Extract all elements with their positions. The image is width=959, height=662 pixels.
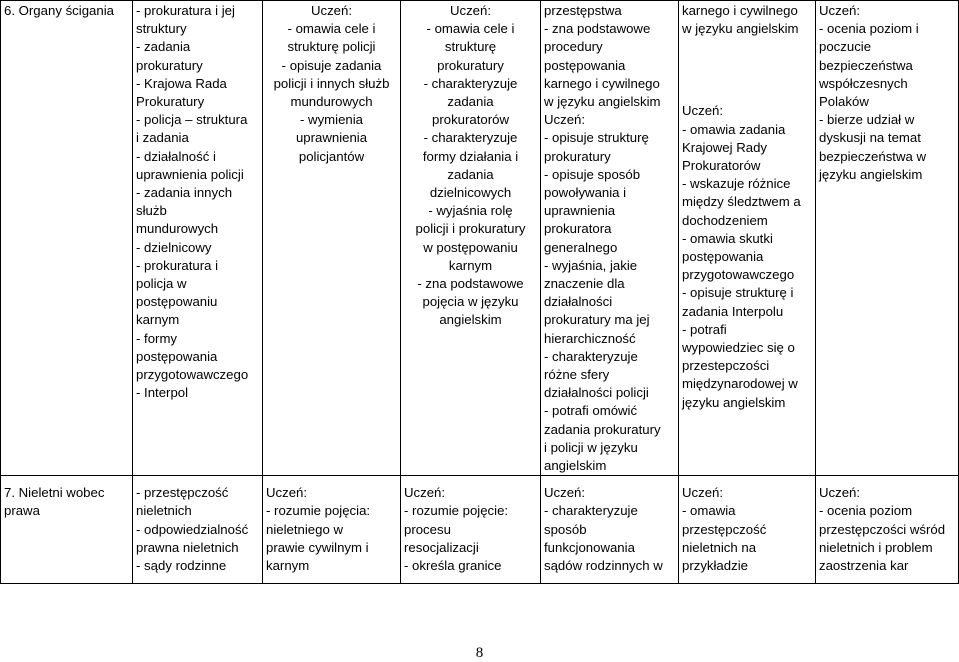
content-cell: [133, 476, 263, 584]
cell-text-line: - potrafi omówić: [544, 403, 638, 419]
cell-text-line: różne sfery: [544, 367, 610, 383]
cell-text-line: Prokuratorów: [682, 158, 761, 174]
cell-text-line: - prokuratura i jej: [136, 3, 235, 18]
spacer: [682, 38, 812, 102]
cell-text-line: - wskazuje różnice: [682, 176, 791, 192]
cell-text-line: Polaków: [819, 94, 869, 110]
level5-cell: [816, 1, 959, 476]
cell-text-line: międzynarodowej w: [682, 376, 798, 392]
cell-text-line: - sądy rodzinne: [136, 558, 227, 574]
cell-text-line: działalności: [544, 294, 613, 310]
cell-text-line: - zna podstawowe: [544, 21, 651, 37]
cell-text-line: języku angielskim: [682, 394, 786, 410]
cell-text-line: zadania: [447, 166, 494, 182]
cell-text-line: uprawnienia: [295, 130, 368, 146]
cell-text-line: przestepczości: [682, 358, 770, 374]
cell-text-line: karnego i cywilnego: [544, 75, 660, 91]
cell-text-line: Uczeń:: [266, 485, 308, 501]
cell-text-line: Uczeń:: [682, 485, 724, 501]
cell-text-line: - przestępczość: [136, 485, 229, 501]
cell-text-line: strukturę: [444, 39, 497, 55]
cell-text-line: prawie cywilnym i: [266, 539, 369, 555]
cell-text-line: sądów rodzinnych w: [544, 558, 663, 574]
cell-text-line: przestępczość: [682, 521, 767, 537]
cell-text-line: - policja – struktura: [136, 112, 248, 128]
cell-text-line: Uczeń:: [819, 485, 861, 501]
cell-text-line: prokuratora: [544, 221, 612, 237]
cell-text-line: - charakteryzuje: [423, 130, 518, 146]
cell-text-line: współczesnych: [819, 75, 908, 91]
cell-text-line: sposób: [544, 521, 587, 537]
cell-text-line: - omawia zadania: [682, 121, 786, 137]
cell-text-line: hierarchiczność: [544, 330, 636, 346]
cell-text-line: funkcjonowania: [544, 539, 635, 555]
cell-text-line: - wyjaśnia rolę: [428, 203, 513, 219]
cell-text-line: zadania prokuratury: [544, 421, 661, 437]
cell-text-line: powoływania i: [544, 185, 627, 201]
cell-text-line: Uczeń:: [310, 3, 353, 18]
cell-text-line: procedury: [544, 39, 603, 55]
cell-text-line: - rozumie pojęcie:: [404, 503, 509, 519]
cell-text-line: w języku angielskim: [544, 94, 661, 110]
cell-text-line: Prokuratury: [136, 94, 205, 110]
cell-text-line: bezpieczeństwa w: [819, 148, 927, 164]
cell-text-line: - ocenia poziom i: [819, 21, 919, 37]
cell-text-line: - wymienia: [299, 112, 364, 128]
cell-text-line: Uczeń:: [819, 3, 861, 18]
cell-text-line: resocjalizacji: [404, 539, 479, 555]
cell-text-line: przygotowawczego: [682, 267, 795, 283]
topic-title: 6. Organy ścigania: [4, 3, 114, 18]
cell-text-line: angielskim: [439, 312, 502, 328]
cell-text-line: i zadania: [136, 130, 189, 146]
cell-text-line: prokuratury: [136, 57, 203, 73]
cell-text-line: - prokuratura i: [136, 257, 219, 273]
cell-text-line: postępowaniu: [136, 294, 218, 310]
cell-text-line: - zadania: [136, 39, 191, 55]
cell-text-line: - działalność i: [136, 148, 216, 164]
cell-text-line: między śledztwem a: [682, 194, 801, 210]
cell-text-line: w postępowaniu: [423, 239, 518, 255]
cell-text-line: - opisuje zadania: [281, 57, 382, 73]
cell-text-line: karnym: [136, 312, 180, 328]
cell-text-line: - charakteryzuje: [544, 348, 638, 364]
cell-text-line: prokuratury: [544, 148, 611, 164]
cell-text-line: - zadania innych: [136, 185, 233, 201]
cell-text-line: angielskim: [544, 458, 607, 474]
cell-text-line: - charakteryzuje: [423, 75, 518, 91]
cell-text-line: procesu: [404, 521, 451, 537]
cell-text-line: nieletnich i problem: [819, 539, 933, 555]
cell-text-line: - omawia: [682, 503, 736, 519]
content-cell: [133, 1, 263, 476]
cell-text-line: 7. Nieletni wobec: [4, 485, 105, 501]
cell-text-line: przestępczości wśród: [819, 521, 946, 537]
cell-text-line: przestępstwa: [544, 3, 622, 18]
cell-text-line: - formy: [136, 330, 178, 346]
cell-text-line: nieletnich na: [682, 539, 757, 555]
cell-text-line: postępowania: [682, 249, 764, 265]
cell-text-line: karnym: [448, 257, 493, 273]
cell-text-line: policja w: [136, 276, 187, 292]
cell-text-line: nieletnich: [136, 503, 192, 519]
cell-text-line: języku angielskim: [819, 166, 923, 182]
level2-cell: [401, 476, 541, 584]
cell-text-line: uprawnienia policji: [136, 166, 244, 182]
cell-text-line: przykładzie: [682, 558, 748, 574]
cell-text-line: postępowania: [544, 57, 626, 73]
cell-text-line: - określa granice: [404, 558, 502, 574]
cell-text-line: karnym: [266, 558, 310, 574]
topic-cell: [1, 1, 133, 476]
cell-text-line: uprawnienia: [544, 203, 616, 219]
cell-text-line: postępowania: [136, 348, 218, 364]
level2-cell: [401, 1, 541, 476]
cell-text-line: - charakteryzuje: [544, 503, 638, 519]
cell-text-line: generalnego: [544, 239, 618, 255]
cell-text-line: - omawia cele i: [426, 21, 515, 37]
topic-cell: [1, 476, 133, 584]
cell-text-line: Uczeń:: [544, 112, 586, 128]
cell-text-line: prokuratury ma jej: [544, 312, 650, 328]
cell-text-line: Uczeń:: [544, 485, 586, 501]
cell-text-line: mundurowych: [290, 94, 373, 110]
table-row: [1, 476, 959, 584]
cell-text-line: prokuratorów: [432, 112, 509, 128]
level4-cell: [679, 476, 816, 584]
level3-cell: [541, 1, 679, 476]
cell-text-line: - zna podstawowe: [417, 276, 524, 292]
cell-text-line: - bierze udział w: [819, 112, 915, 128]
cell-text-line: pojęcia w języku: [422, 294, 519, 310]
cell-text-line: - wyjaśnia, jakie: [544, 257, 638, 273]
cell-text-line: dyskusji na temat: [819, 130, 921, 146]
level1-cell: [263, 1, 401, 476]
cell-text-line: policji i prokuratury: [415, 221, 526, 237]
level4-cell: [679, 1, 816, 476]
cell-text-line: struktury: [136, 21, 187, 37]
table-row: [1, 1, 959, 476]
cell-text-line: dzielnicowych: [429, 185, 512, 201]
level5-cell: [816, 476, 959, 584]
cell-text-line: i policji w języku: [544, 439, 638, 455]
cell-text-line: działalności policji: [544, 385, 649, 401]
cell-text-line: prawa: [4, 503, 40, 519]
cell-text-line: Uczeń:: [682, 103, 724, 119]
cell-text-line: - ocenia poziom: [819, 503, 913, 519]
cell-text-line: wypowiedziec się o: [682, 340, 795, 356]
cell-text-line: policji i innych służb: [273, 75, 390, 91]
cell-text-line: - dzielnicowy: [136, 239, 212, 255]
level1-cell: [263, 476, 401, 584]
cell-text-line: zadania: [447, 94, 494, 110]
cell-text-line: prawna nieletnich: [136, 539, 239, 555]
cell-text-line: - opisuje strukturę i: [682, 285, 794, 301]
cell-text-line: Krajowej Rady: [682, 139, 768, 155]
cell-text-line: służb: [136, 203, 167, 219]
cell-text-line: - Interpol: [136, 385, 189, 401]
page-number: 8: [475, 645, 484, 661]
cell-text-line: zaostrzenia kar: [819, 558, 909, 574]
cell-text-line: w języku angielskim: [682, 21, 799, 37]
cell-text-line: nieletniego w: [266, 521, 343, 537]
cell-text-line: przygotowawczego: [136, 367, 249, 383]
cell-text-line: - opisuje sposób: [544, 166, 641, 182]
cell-text-line: Uczeń:: [404, 485, 446, 501]
cell-text-line: zadania Interpolu: [682, 303, 784, 319]
cell-text-line: strukturę policji: [287, 39, 376, 55]
cell-text-line: poczucie: [819, 39, 872, 55]
cell-text-line: - Krajowa Rada: [136, 75, 227, 91]
cell-text-line: - omawia skutki: [682, 230, 773, 246]
cell-text-line: karnego i cywilnego: [682, 3, 798, 18]
cell-text-line: prokuratury: [437, 57, 504, 73]
cell-text-line: - opisuje strukturę: [544, 130, 649, 146]
level3-cell: [541, 476, 679, 584]
cell-text-line: - omawia cele i: [287, 21, 376, 37]
cell-text-line: Uczeń:: [449, 3, 492, 18]
cell-text-line: - rozumie pojęcia:: [266, 503, 371, 519]
cell-text-line: policjantów: [298, 148, 365, 164]
cell-text-line: - potrafi: [682, 321, 727, 337]
cell-text-line: bezpieczeństwa: [819, 57, 913, 73]
cell-text-line: - odpowiedzialność: [136, 521, 249, 537]
cell-text-line: znaczenie dla: [544, 276, 625, 292]
cell-text-line: mundurowych: [136, 221, 219, 237]
cell-text-line: formy działania i: [422, 148, 519, 164]
cell-text-line: dochodzeniem: [682, 212, 768, 228]
